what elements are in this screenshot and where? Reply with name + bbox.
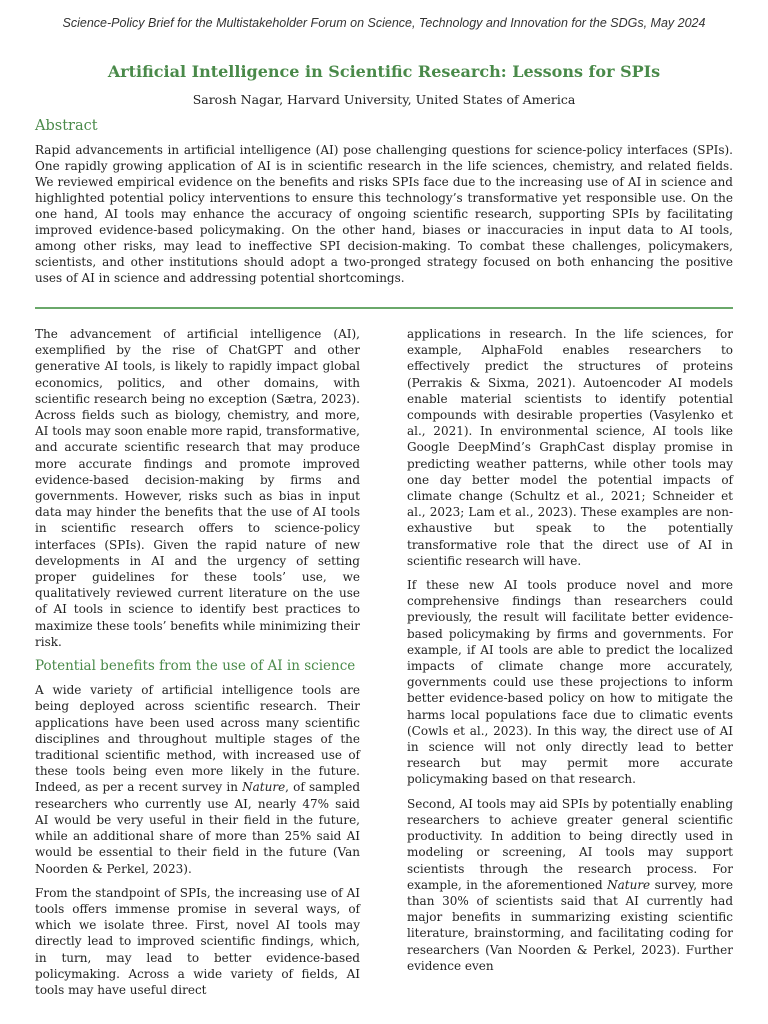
left-column <box>35 326 360 1006</box>
abstract-heading: Abstract <box>35 118 98 134</box>
benefits-paragraph-2: From the standpoint of SPIs, the increasing use of AI tools offers immense promise in several ways, of which we isolate three. First, novel AI tools may directly lead to improved scientific findings, which, in turn, may lead to better evidence-based policymaking. Across a wide variety of fields, AI tools may have useful direct <box>35 885 360 997</box>
brief-header: Science-Policy Brief for the Multistakeholder Forum on Science, Technology and Innovation for the SDGs, May 2024 <box>62 16 706 30</box>
right-column <box>407 326 733 982</box>
author-line: Sarosh Nagar, Harvard University, United States of America <box>192 92 576 107</box>
paper-title: Artificial Intelligence in Scientific Research: Lessons for SPIs <box>107 62 661 81</box>
abstract-text: Rapid advancements in artificial intelligence (AI) pose challenging questions for science-policy interfaces (SPIs). One rapidly growing application of AI is in scientific research in the life sciences, chemistry, and related fields. We reviewed empirical evidence on the benefits and risks SPIs face due to the increasing use of AI in science and highlighted potential policy interventions to ensure this technology’s transformative yet responsible use. On the one hand, AI tools may enhance the accuracy of ongoing scientific research, supporting SPIs by facilitating improved evidence-based policymaking. On the other hand, biases or inaccuracies in input data to AI tools, among other risks, may lead to ineffective SPI decision-making. To combat these challenges, policymakers, scientists, and other institutions should adopt a two-pronged strategy focused on both enhancing the positive uses of AI in science and addressing potential shortcomings. <box>35 143 733 285</box>
policymaking-paragraph: If these new AI tools produce novel and more comprehensive findings than researchers could previously, the result will facilitate better evidence-based policymaking by firms and governments. For example, if AI tools are able to predict the localized impacts of climate change more accurately, governments could use these projections to inform better evidence-based policy on how to mitigate the harms local populations face due to climatic events (Cowls et al., 2023). In this way, the direct use of AI in science will not only directly lead to better research but may permit more accurate policymaking based on that research. <box>407 578 733 787</box>
section-heading-benefits: Potential benefits from the use of AI in science <box>35 658 356 675</box>
applications-paragraph: applications in research. In the life sciences, for example, AlphaFold enables researchers to effectively predict the structures of proteins (Perrakis & Sixma, 2021). Autoencoder AI models enable material scientists to identify potential compounds with desirable properties (Vasylenko et al., 2021). In environmental science, AI tools like Google DeepMind’s GraphCast display promise in predicting weather patterns, while other tools may one day better model the potential impacts of climate change (Schultz et al., 2021; Schneider et al., 2023; Lam et al., 2023). These examples are non-exhaustive but speak to the potentially transformative role that the direct use of AI in scientific research will have. <box>407 327 733 568</box>
productivity-paragraph: Second, AI tools may aid SPIs by potentially enabling researchers to achieve greater general scientific productivity. In addition to being directly used in modeling or screening, AI tools may support scientists through the research process. For example, in the aforementioned Nature survey, more than 30% of scientists said that AI currently had major benefits in summarizing existing scientific literature, brainstorming, and facilitating coding for researchers (Van Noorden & Perkel, 2023). Further evidence even <box>407 796 733 973</box>
benefits-paragraph-1: A wide variety of artificial intelligence tools are being deployed across scientific research. Their applications have been used across many scientific disciplines and throughout multiple stages of the traditional scientific method, with increased use of these tools being even more likely in the future. Indeed, as per a recent survey in Nature, of sampled researchers who currently use AI, nearly 47% said AI would be very useful in their field in the future, while an additional share of more than 25% said AI would be essential to their field in the future (Van Noorden & Perkel, 2023). <box>35 683 360 876</box>
section-divider <box>35 307 733 309</box>
journal-name: Nature <box>607 877 651 892</box>
intro-paragraph: The advancement of artificial intelligence (AI), exemplified by the rise of ChatGPT and other generative AI tools, is likely to rapidly impact global economics, politics, and other domains, with scientific research being no exception (Sætra, 2023). Across fields such as biology, chemistry, and more, AI tools may soon enable more rapid, transformative, and accurate scientific research that may produce more accurate findings and promote improved evidence-based decision-making by firms and governments. However, risks such as bias in input data may hinder the benefits that the use of AI tools in scientific research offers to science-policy interfaces (SPIs). Given the rapid nature of new developments in AI and the urgency of setting proper guidelines for these tools’ use, we qualitatively reviewed current literature on the use of AI tools in science to identify best practices to maximize these tools’ benefits while minimizing their risk. <box>35 327 360 649</box>
journal-name: Nature <box>242 780 286 795</box>
